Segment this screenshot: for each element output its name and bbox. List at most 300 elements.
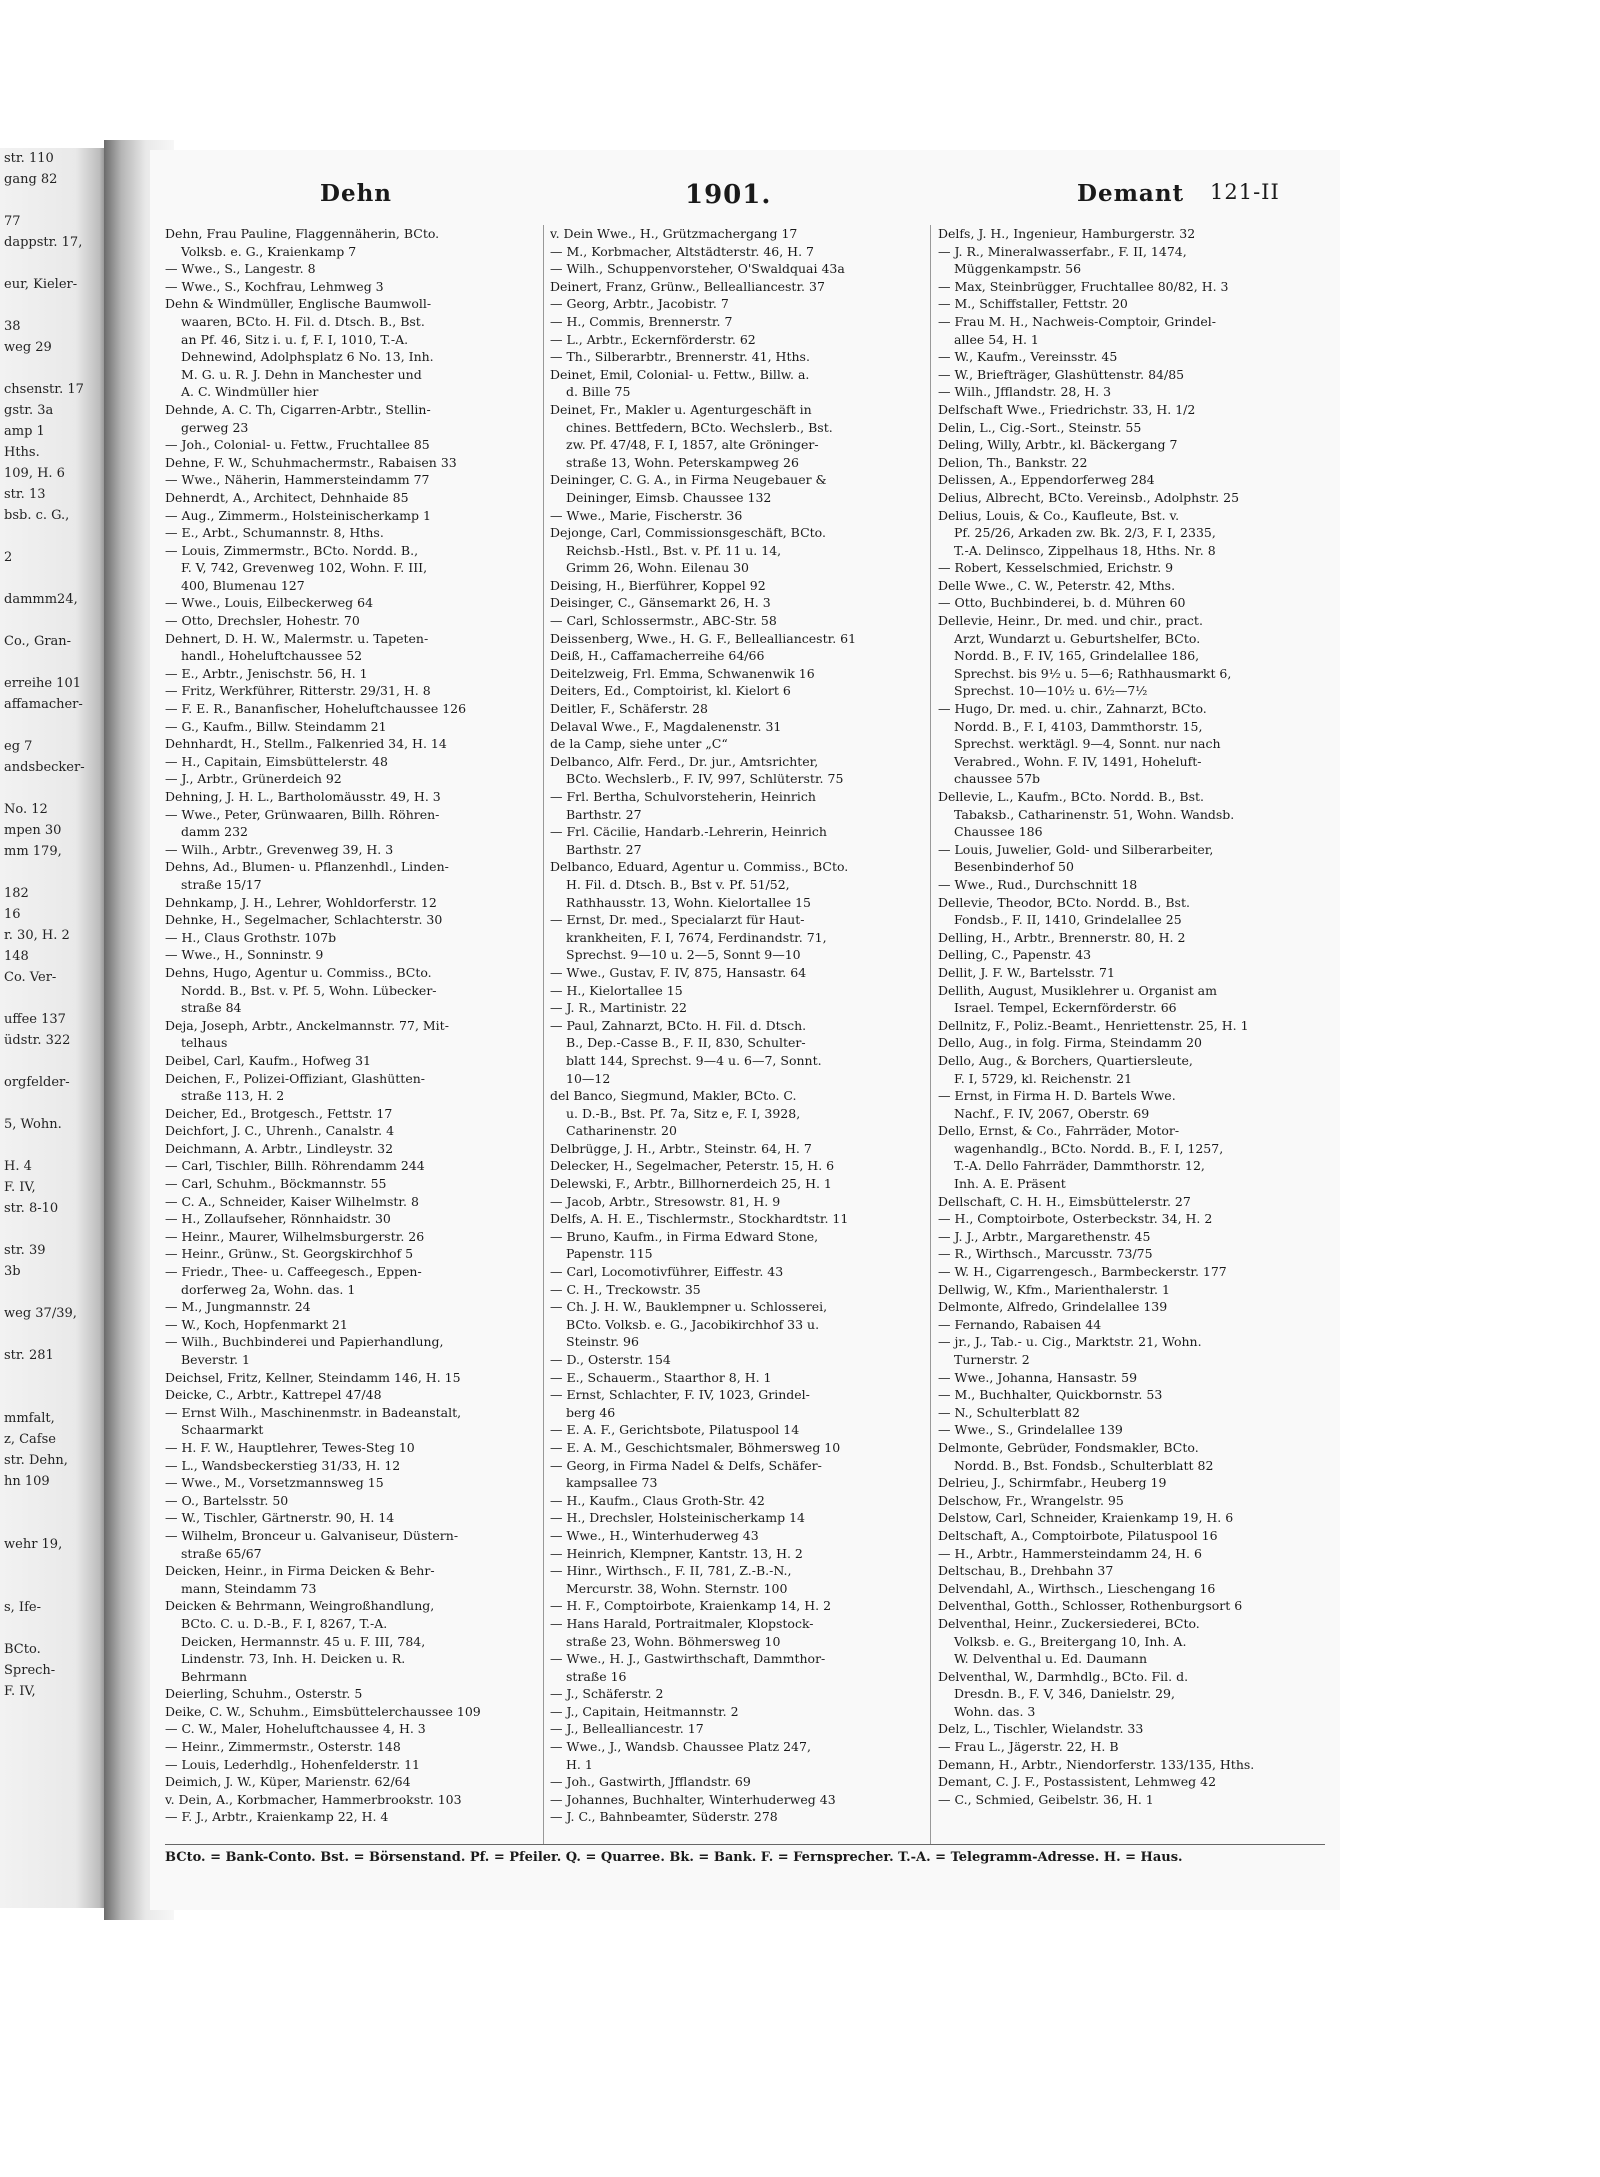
directory-entry: Deichen, F., Polizei-Offiziant, Glashütten- xyxy=(165,1070,425,1086)
directory-entry: Deinert, Franz, Grünw., Bellealliancestr. 37 xyxy=(550,278,825,294)
left-page-line: Co. Ver- xyxy=(4,970,57,985)
entry-continuation: straße 113, H. 2 xyxy=(181,1088,285,1104)
directory-entry: — H., Arbtr., Hammersteindamm 24, H. 6 xyxy=(938,1545,1202,1561)
header-last-entry: Demant xyxy=(1077,180,1185,207)
left-page-line: weg 37/39, xyxy=(4,1306,77,1321)
left-page-line: s, Ife- xyxy=(4,1600,41,1615)
directory-entry: — Jacob, Arbtr., Stresowstr. 81, H. 9 xyxy=(550,1193,781,1209)
entry-continuation: Turnerstr. 2 xyxy=(954,1352,1030,1367)
directory-entry: Dellevie, L., Kaufm., BCto. Nordd. B., Bst. xyxy=(938,789,1205,804)
entry-continuation: Nordd. B., F. I, 4103, Dammthorstr. 15, xyxy=(954,718,1203,734)
directory-entry: Deissenberg, Wwe., H. G. F., Bellealliancestr. 61 xyxy=(550,630,857,646)
entry-continuation: Wohn. das. 3 xyxy=(954,1703,1036,1719)
entry-continuation: straße 65/67 xyxy=(181,1545,262,1561)
directory-entry: — E. A. F., Gerichtsbote, Pilatuspool 14 xyxy=(550,1422,800,1438)
entry-continuation: Müggenkampstr. 56 xyxy=(954,261,1082,277)
directory-entry: — Bruno, Kaufm., in Firma Edward Stone, xyxy=(550,1228,819,1244)
directory-entry: — J. R., Martinistr. 22 xyxy=(550,1000,687,1016)
directory-entry: — Wwe., M., Vorsetzmannsweg 15 xyxy=(165,1475,384,1491)
left-page-line: 109, H. 6 xyxy=(4,466,65,481)
directory-entry: — W. H., Cigarrengesch., Barmbeckerstr. 177 xyxy=(938,1264,1227,1280)
directory-entry: — D., Osterstr. 154 xyxy=(550,1352,671,1367)
directory-entry: — Wwe., H., Winterhuderweg 43 xyxy=(550,1527,759,1543)
directory-entry: — Ernst Wilh., Maschinenmstr. in Badeanstalt, xyxy=(165,1404,462,1420)
header-year: 1901. xyxy=(685,180,772,210)
left-page-line: str. 110 xyxy=(4,151,54,166)
left-page-line: 182 xyxy=(4,886,29,901)
directory-entry: — Wilh., Schuppenvorsteher, O'Swaldquai 43a xyxy=(550,261,845,277)
directory-entry: Dello, Aug., & Borchers, Quartiersleute, xyxy=(938,1052,1193,1068)
directory-entry: Dellevie, Theodor, BCto. Nordd. B., Bst. xyxy=(938,894,1190,910)
directory-entry: — Carl, Locomotivführer, Eiffestr. 43 xyxy=(550,1264,784,1280)
entry-continuation: Papenstr. 115 xyxy=(566,1246,653,1262)
entry-continuation: Chaussee 186 xyxy=(954,824,1043,840)
entry-continuation: wagenhandlg., BCto. Nordd. B., F. I, 1257, xyxy=(954,1140,1224,1156)
entry-continuation: Behrmann xyxy=(181,1668,248,1684)
left-page-line: mmfalt, xyxy=(4,1411,55,1426)
directory-entry: — H. F., Comptoirbote, Kraienkamp 14, H. 2 xyxy=(550,1598,832,1614)
entry-continuation: BCto. C. u. D.-B., F. I, 8267, T.-A. xyxy=(181,1615,388,1631)
entry-continuation: Volksb. e. G., Kraienkamp 7 xyxy=(181,243,357,259)
directory-entry: Deininger, C. G. A., in Firma Neugebauer & xyxy=(550,472,827,488)
entry-continuation: krankheiten, F. I, 7674, Ferdinandstr. 71, xyxy=(566,929,827,945)
entry-continuation: Nordd. B., F. IV, 165, Grindelallee 186, xyxy=(954,648,1200,664)
entry-continuation: Barthstr. 27 xyxy=(566,841,642,857)
entry-continuation: Sprechst. werktägl. 9—4, Sonnt. nur nach xyxy=(954,736,1221,752)
directory-entry: — C. W., Maler, Hoheluftchaussee 4, H. 3 xyxy=(165,1721,426,1737)
directory-entry: Dehn, Frau Pauline, Flaggennäherin, BCto. xyxy=(165,226,440,241)
directory-entry: Delbanco, Alfr. Ferd., Dr. jur., Amtsrichter, xyxy=(550,753,819,769)
directory-entry: — Wwe., Näherin, Hammersteindamm 77 xyxy=(165,472,430,488)
entry-continuation: straße 23, Wohn. Böhmersweg 10 xyxy=(566,1633,781,1649)
entry-continuation: T.-A. Dello Fahrräder, Dammthorstr. 12, xyxy=(954,1158,1205,1174)
directory-entry: — H., Drechsler, Holsteinischerkamp 14 xyxy=(550,1510,806,1526)
left-page-line: amp 1 xyxy=(4,424,45,439)
directory-entry: Delstow, Carl, Schneider, Kraienkamp 19, H. 6 xyxy=(938,1510,1234,1526)
column-divider xyxy=(930,225,931,1845)
entry-continuation: Lindenstr. 73, Inh. H. Deicken u. R. xyxy=(181,1651,406,1667)
directory-entry: — C., Schmied, Geibelstr. 36, H. 1 xyxy=(938,1791,1154,1807)
directory-entry: — Heinrich, Klempner, Kantstr. 13, H. 2 xyxy=(550,1545,803,1561)
directory-entry: — H., Kaufm., Claus Groth-Str. 42 xyxy=(550,1492,765,1508)
entry-continuation: damm 232 xyxy=(181,824,248,840)
directory-entry: Deicher, Ed., Brotgesch., Fettstr. 17 xyxy=(165,1105,393,1121)
directory-entry: — Heinr., Maurer, Wilhelmsburgerstr. 26 xyxy=(165,1228,425,1244)
left-page-line: 38 xyxy=(4,319,21,334)
entry-continuation: F. I, 5729, kl. Reichenstr. 21 xyxy=(954,1070,1133,1086)
directory-entry: — H. F. W., Hauptlehrer, Tewes-Steg 10 xyxy=(165,1439,415,1455)
directory-entry: Delfs, J. H., Ingenieur, Hamburgerstr. 32 xyxy=(938,226,1196,241)
left-page-line: 77 xyxy=(4,214,21,229)
directory-entry: Delventhal, Gotth., Schlosser, Rothenburgsort 6 xyxy=(938,1598,1243,1614)
directory-column-3 xyxy=(938,225,1313,1808)
entry-continuation: Sprechst. 9—10 u. 2—5, Sonnt 9—10 xyxy=(566,947,801,963)
entry-continuation: Grimm 26, Wohn. Eilenau 30 xyxy=(566,560,750,576)
directory-entry: Dello, Ernst, & Co., Fahrräder, Motor- xyxy=(938,1123,1180,1139)
directory-entry: — Louis, Juwelier, Gold- und Silberarbeiter, xyxy=(938,841,1214,857)
directory-entry: Dejonge, Carl, Commissionsgeschäft, BCto. xyxy=(550,525,826,541)
entry-continuation: Sprechst. 10—10½ u. 6½—7½ xyxy=(954,683,1148,699)
entry-continuation: Fondsb., F. II, 1410, Grindelallee 25 xyxy=(954,912,1182,928)
directory-column-1 xyxy=(165,225,540,1826)
left-page-line: No. 12 xyxy=(4,802,48,817)
entry-continuation: straße 16 xyxy=(566,1668,627,1684)
left-page-line: Hths. xyxy=(4,445,40,460)
directory-entry: Dehning, J. H. L., Bartholomäusstr. 49, H. 3 xyxy=(165,789,441,804)
left-page-line: affamacher- xyxy=(4,697,83,712)
directory-entry: — Wwe., J., Wandsb. Chaussee Platz 247, xyxy=(550,1739,811,1755)
directory-entry: — Aug., Zimmerm., Holsteinischerkamp 1 xyxy=(165,507,431,523)
directory-entry: — F. E. R., Bananfischer, Hoheluftchaussee 126 xyxy=(165,701,467,717)
directory-entry: — Frau L., Jägerstr. 22, H. B xyxy=(938,1739,1119,1755)
left-page-line: str. 8-10 xyxy=(4,1201,59,1216)
entry-continuation: Schaarmarkt xyxy=(181,1422,264,1438)
page-number: 121-II xyxy=(1210,180,1280,204)
directory-entry: — O., Bartelsstr. 50 xyxy=(165,1492,289,1508)
directory-entry: — H., Comptoirbote, Osterbeckstr. 34, H. 2 xyxy=(938,1211,1213,1227)
entry-continuation: gerweg 23 xyxy=(181,419,249,435)
left-page-line: dammm24, xyxy=(4,592,78,607)
directory-entry: v. Dein Wwe., H., Grützmachergang 17 xyxy=(550,226,798,241)
left-page-line: hn 109 xyxy=(4,1474,50,1489)
directory-entry: — E., Arbtr., Jenischstr. 56, H. 1 xyxy=(165,665,368,681)
directory-entry: — Otto, Drechsler, Hohestr. 70 xyxy=(165,613,360,629)
left-page-line: erreihe 101 xyxy=(4,676,81,691)
directory-entry: — M., Jungmannstr. 24 xyxy=(165,1299,311,1315)
directory-entry: — Georg, in Firma Nadel & Delfs, Schäfer- xyxy=(550,1457,822,1473)
directory-entry: — M., Schiffstaller, Fettstr. 20 xyxy=(938,296,1128,312)
directory-entry: — W., Tischler, Gärtnerstr. 90, H. 14 xyxy=(165,1510,395,1526)
entry-continuation: berg 46 xyxy=(566,1404,616,1420)
left-page-line: 3b xyxy=(4,1264,21,1279)
left-page-line: weg 29 xyxy=(4,340,52,355)
directory-entry: Delmonte, Gebrüder, Fondsmakler, BCto. xyxy=(938,1439,1199,1455)
directory-entry: — Fernando, Rabaisen 44 xyxy=(938,1316,1102,1332)
left-page-fragment xyxy=(0,148,108,1908)
directory-entry: Dehnhardt, H., Stellm., Falkenried 34, H. 14 xyxy=(165,736,447,752)
entry-continuation: Dehnewind, Adolphsplatz 6 No. 13, Inh. xyxy=(181,349,434,365)
entry-continuation: kampsallee 73 xyxy=(566,1475,658,1491)
entry-continuation: telhaus xyxy=(181,1035,228,1051)
directory-entry: del Banco, Siegmund, Makler, BCto. C. xyxy=(550,1088,797,1104)
directory-entry: — Wwe., Louis, Eilbeckerweg 64 xyxy=(165,595,374,611)
directory-column-2 xyxy=(550,225,925,1826)
directory-entry: — Wwe., Johanna, Hansastr. 59 xyxy=(938,1369,1138,1385)
entry-continuation: Deininger, Eimsb. Chaussee 132 xyxy=(566,489,772,505)
entry-continuation: F. V, 742, Grevenweg 102, Wohn. F. III, xyxy=(181,560,428,576)
left-page-line: eur, Kieler- xyxy=(4,277,78,292)
directory-entry: Dellit, J. F. W., Bartelsstr. 71 xyxy=(938,964,1115,980)
entry-continuation: 400, Blumenau 127 xyxy=(181,577,305,593)
left-page-line: r. 30, H. 2 xyxy=(4,928,70,943)
entry-continuation: H. Fil. d. Dtsch. B., Bst v. Pf. 51/52, xyxy=(566,876,790,892)
left-page-line: bsb. c. G., xyxy=(4,508,70,523)
directory-entry: Dellnitz, F., Poliz.-Beamt., Henriettenstr. 25, H. 1 xyxy=(938,1017,1249,1033)
directory-entry: Delius, Albrecht, BCto. Vereinsb., Adolphstr. 25 xyxy=(938,489,1240,505)
entry-continuation: Besenbinderhof 50 xyxy=(954,859,1074,875)
directory-page xyxy=(150,150,1340,1910)
directory-entry: Deicken & Behrmann, Weingroßhandlung, xyxy=(165,1598,435,1614)
directory-entry: Deichsel, Fritz, Kellner, Steindamm 146, H. 15 xyxy=(165,1369,461,1385)
left-page-line: str. Dehn, xyxy=(4,1453,68,1468)
abbreviation-legend: BCto. = Bank-Conto. Bst. = Börsenstand. Pf. = Pfeiler. Q. = Quarree. Bk. = Bank. F. = Fernsprecher. T.-A. = Telegramm-Adresse. H. = Haus. xyxy=(165,1850,1183,1865)
directory-entry: — F. J., Arbtr., Kraienkamp 22, H. 4 xyxy=(165,1809,389,1825)
directory-entry: Dehnkamp, J. H., Lehrer, Wohldorferstr. 12 xyxy=(165,894,437,910)
entry-continuation: straße 84 xyxy=(181,1000,242,1016)
entry-continuation: Nordd. B., Bst. v. Pf. 5, Wohn. Lübecker- xyxy=(181,982,437,998)
entry-continuation: Nordd. B., Bst. Fondsb., Schulterblatt 82 xyxy=(954,1457,1214,1473)
directory-entry: Delling, H., Arbtr., Brennerstr. 80, H. 2 xyxy=(938,929,1186,945)
directory-entry: de la Camp, siehe unter „C“ xyxy=(550,736,728,752)
directory-entry: — H., Commis, Brennerstr. 7 xyxy=(550,313,733,329)
directory-entry: — Wwe., Marie, Fischerstr. 36 xyxy=(550,507,743,523)
directory-entry: — J. C., Bahnbeamter, Süderstr. 278 xyxy=(550,1809,778,1825)
left-page-line: mpen 30 xyxy=(4,823,62,838)
entry-continuation: W. Delventhal u. Ed. Daumann xyxy=(954,1651,1148,1667)
directory-entry: Delbanco, Eduard, Agentur u. Commiss., BCto. xyxy=(550,859,849,875)
directory-entry: — Ernst, in Firma H. D. Bartels Wwe. xyxy=(938,1088,1176,1104)
directory-entry: Delion, Th., Bankstr. 22 xyxy=(938,454,1088,470)
entry-continuation: blatt 144, Sprechst. 9—4 u. 6—7, Sonnt. xyxy=(566,1052,822,1068)
directory-entry: Demant, C. J. F., Postassistent, Lehmweg 42 xyxy=(938,1774,1217,1790)
left-page-line: eg 7 xyxy=(4,739,33,754)
directory-entry: Deisinger, C., Gänsemarkt 26, H. 3 xyxy=(550,595,771,611)
entry-continuation: Inh. A. E. Präsent xyxy=(954,1176,1066,1192)
directory-entry: — Wwe., Gustav, F. IV, 875, Hansastr. 64 xyxy=(550,964,807,980)
entry-continuation: chines. Bettfedern, BCto. Wechslerb., Bst. xyxy=(566,419,833,435)
left-page-line: uffee 137 xyxy=(4,1012,66,1027)
directory-entry: — E., Schauerm., Staarthor 8, H. 1 xyxy=(550,1369,772,1385)
left-page-line: 16 xyxy=(4,907,21,922)
directory-entry: — R., Wirthsch., Marcusstr. 73/75 xyxy=(938,1246,1153,1262)
directory-entry: — Georg, Arbtr., Jacobistr. 7 xyxy=(550,296,729,312)
directory-entry: Demann, H., Arbtr., Niendorferstr. 133/135, Hths. xyxy=(938,1756,1255,1772)
directory-entry: — Frl. Cäcilie, Handarb.-Lehrerin, Heinrich xyxy=(550,824,827,840)
directory-entry: — M., Korbmacher, Altstädterstr. 46, H. 7 xyxy=(550,243,814,259)
entry-continuation: Pf. 25/26, Arkaden zw. Bk. 2/3, F. I, 2335, xyxy=(954,525,1216,541)
directory-entry: Deichmann, A. Arbtr., Lindleystr. 32 xyxy=(165,1140,394,1156)
entry-continuation: 10—12 xyxy=(566,1070,611,1086)
directory-entry: — Frau M. H., Nachweis-Comptoir, Grindel- xyxy=(938,313,1217,329)
directory-entry: — Ch. J. H. W., Bauklempner u. Schlosserei, xyxy=(550,1299,828,1315)
left-page-line: str. 13 xyxy=(4,487,46,502)
directory-entry: — H., Zollaufseher, Rönnhaidstr. 30 xyxy=(165,1211,391,1227)
entry-continuation: Sprechst. bis 9½ u. 5—6; Rathhausmarkt 6, xyxy=(954,665,1232,681)
directory-entry: Delewski, F., Arbtr., Billhornerdeich 25, H. 1 xyxy=(550,1176,832,1192)
left-page-line: chsenstr. 17 xyxy=(4,382,84,397)
left-page-line: F. IV, xyxy=(4,1684,36,1699)
directory-entry: Deinet, Emil, Colonial- u. Fettw., Billw. a. xyxy=(550,366,810,382)
directory-entry: — Joh., Colonial- u. Fettw., Fruchtallee 85 xyxy=(165,437,430,453)
directory-entry: Deiters, Ed., Comptoirist, kl. Kielort 6 xyxy=(550,683,791,699)
directory-entry: — Wwe., S., Kochfrau, Lehmweg 3 xyxy=(165,278,384,294)
directory-entry: Dehn & Windmüller, Englische Baumwoll- xyxy=(165,296,432,312)
directory-entry: — W., Briefträger, Glashüttenstr. 84/85 xyxy=(938,366,1185,382)
directory-entry: — J. R., Mineralwasserfabr., F. II, 1474, xyxy=(938,243,1187,259)
directory-entry: — J., Arbtr., Grünerdeich 92 xyxy=(165,771,342,787)
left-page-line: dappstr. 17, xyxy=(4,235,83,250)
directory-entry: — N., Schulterblatt 82 xyxy=(938,1404,1080,1420)
directory-entry: — W., Koch, Hopfenmarkt 21 xyxy=(165,1316,348,1332)
footer-rule xyxy=(165,1844,1325,1845)
left-page-line: F. IV, xyxy=(4,1180,36,1195)
entry-continuation: d. Bille 75 xyxy=(566,384,631,400)
directory-entry: Delmonte, Alfredo, Grindelallee 139 xyxy=(938,1299,1168,1315)
directory-entry: Deicke, C., Arbtr., Kattrepel 47/48 xyxy=(165,1387,382,1403)
directory-entry: — Friedr., Thee- u. Caffeegesch., Eppen- xyxy=(165,1264,422,1280)
running-header xyxy=(150,180,1340,220)
entry-continuation: Reichsb.-Hstl., Bst. v. Pf. 11 u. 14, xyxy=(566,542,782,558)
directory-entry: Delrieu, J., Schirmfabr., Heuberg 19 xyxy=(938,1475,1167,1491)
directory-entry: — J. J., Arbtr., Margarethenstr. 45 xyxy=(938,1228,1151,1244)
entry-continuation: dorferweg 2a, Wohn. das. 1 xyxy=(181,1281,356,1297)
left-page-line: 148 xyxy=(4,949,29,964)
directory-entry: — Ernst, Schlachter, F. IV, 1023, Grindel- xyxy=(550,1387,810,1403)
left-page-line: andsbecker- xyxy=(4,760,85,775)
directory-entry: — Hans Harald, Portraitmaler, Klopstock- xyxy=(550,1615,814,1631)
directory-entry: v. Dein, A., Korbmacher, Hammerbrookstr. 103 xyxy=(165,1791,462,1807)
entry-continuation: an Pf. 46, Sitz i. u. f, F. I, 1010, T.-A. xyxy=(181,331,409,347)
entry-continuation: Barthstr. 27 xyxy=(566,806,642,822)
directory-entry: Delling, C., Papenstr. 43 xyxy=(938,947,1092,963)
directory-entry: Deinet, Fr., Makler u. Agenturgeschäft in xyxy=(550,401,812,417)
directory-entry: Deling, Willy, Arbtr., kl. Bäckergang 7 xyxy=(938,437,1178,453)
directory-entry: Delz, L., Tischler, Wielandstr. 33 xyxy=(938,1721,1144,1737)
directory-entry: — Wwe., S., Langestr. 8 xyxy=(165,261,316,277)
directory-entry: — Frl. Bertha, Schulvorsteherin, Heinrich xyxy=(550,789,816,804)
directory-entry: — Wwe., S., Grindelallee 139 xyxy=(938,1422,1123,1438)
directory-entry: Deike, C. W., Schuhm., Eimsbüttelerchaussee 109 xyxy=(165,1703,481,1719)
directory-entry: Delius, Louis, & Co., Kaufleute, Bst. v. xyxy=(938,507,1180,523)
directory-entry: Dellevie, Heinr., Dr. med. und chir., pract. xyxy=(938,613,1203,629)
directory-entry: — Wwe., Peter, Grünwaaren, Billh. Röhren- xyxy=(165,806,440,822)
left-page-line: orgfelder- xyxy=(4,1075,70,1090)
directory-entry: Deitelzweig, Frl. Emma, Schwanenwik 16 xyxy=(550,665,815,681)
entry-continuation: Israel. Tempel, Eckernförderstr. 66 xyxy=(954,1000,1177,1016)
directory-entry: Deiß, H., Caffamacherreihe 64/66 xyxy=(550,648,765,664)
directory-entry: Deltschaft, A., Comptoirbote, Pilatuspool 16 xyxy=(938,1527,1218,1543)
directory-entry: — Th., Silberarbtr., Brennerstr. 41, Hths. xyxy=(550,349,810,365)
entry-continuation: A. C. Windmüller hier xyxy=(181,384,319,400)
directory-entry: — Wwe., H. J., Gastwirthschaft, Dammthor- xyxy=(550,1651,826,1667)
directory-entry: Deitler, F., Schäferstr. 28 xyxy=(550,701,708,717)
directory-entry: — jr., J., Tab.- u. Cig., Marktstr. 21, Wohn. xyxy=(938,1334,1202,1350)
directory-entry: — H., Capitain, Eimsbüttelerstr. 48 xyxy=(165,753,388,769)
directory-entry: — G., Kaufm., Billw. Steindamm 21 xyxy=(165,718,387,734)
directory-entry: Dellschaft, C. H. H., Eimsbüttelerstr. 27 xyxy=(938,1193,1191,1209)
entry-continuation: Nachf., F. IV, 2067, Oberstr. 69 xyxy=(954,1105,1150,1121)
directory-entry: — Otto, Buchbinderei, b. d. Mühren 60 xyxy=(938,595,1186,611)
entry-continuation: BCto. Volksb. e. G., Jacobikirchhof 33 u. xyxy=(566,1316,820,1332)
directory-entry: — Wilh., Buchbinderei und Papierhandlung, xyxy=(165,1334,444,1350)
directory-entry: Dehns, Hugo, Agentur u. Commiss., BCto. xyxy=(165,964,432,980)
directory-entry: Deltschau, B., Drehbahn 37 xyxy=(938,1563,1114,1579)
directory-entry: — Carl, Schuhm., Böckmannstr. 55 xyxy=(165,1176,387,1192)
directory-entry: — L., Arbtr., Eckernförderstr. 62 xyxy=(550,331,756,347)
directory-entry: — Joh., Gastwirth, Jfflandstr. 69 xyxy=(550,1774,751,1790)
directory-entry: Deibel, Carl, Kaufm., Hofweg 31 xyxy=(165,1052,371,1068)
entry-continuation: BCto. Wechslerb., F. IV, 997, Schlüterstr. 75 xyxy=(566,771,844,787)
entry-continuation: B., Dep.-Casse B., F. II, 830, Schulter- xyxy=(566,1035,806,1051)
directory-entry: Delaval Wwe., F., Magdalenenstr. 31 xyxy=(550,718,782,734)
entry-continuation: Deicken, Hermannstr. 45 u. F. III, 784, xyxy=(181,1633,426,1649)
directory-entry: — Wilh., Jfflandstr. 28, H. 3 xyxy=(938,384,1112,400)
directory-entry: Deichfort, J. C., Uhrenh., Canalstr. 4 xyxy=(165,1123,395,1139)
left-page-line: üdstr. 322 xyxy=(4,1033,71,1048)
directory-entry: Deising, H., Bierführer, Koppel 92 xyxy=(550,577,766,593)
directory-entry: — E. A. M., Geschichtsmaler, Böhmersweg 10 xyxy=(550,1439,841,1455)
directory-entry: Delbrügge, J. H., Arbtr., Steinstr. 64, H. 7 xyxy=(550,1140,812,1156)
directory-entry: Delfschaft Wwe., Friedrichstr. 33, H. 1/2 xyxy=(938,401,1196,417)
directory-entry: — E., Arbt., Schumannstr. 8, Hths. xyxy=(165,525,384,541)
directory-entry: — Robert, Kesselschmied, Erichstr. 9 xyxy=(938,560,1174,576)
directory-entry: — J., Schäferstr. 2 xyxy=(550,1686,664,1702)
left-page-line: mm 179, xyxy=(4,844,62,859)
left-page-line: BCto. xyxy=(4,1642,41,1657)
directory-entry: — Carl, Schlossermstr., ABC-Str. 58 xyxy=(550,613,777,629)
directory-entry: Delle Wwe., C. W., Peterstr. 42, Mths. xyxy=(938,577,1176,593)
directory-entry: Dehnert, D. H. W., Malermstr. u. Tapeten- xyxy=(165,630,429,646)
header-first-entry: Dehn xyxy=(320,180,393,207)
directory-entry: — Louis, Zimmermstr., BCto. Nordd. B., xyxy=(165,542,419,558)
entry-continuation: straße 13, Wohn. Peterskampweg 26 xyxy=(566,454,799,470)
directory-entry: — Wwe., H., Sonninstr. 9 xyxy=(165,947,324,963)
entry-continuation: zw. Pf. 47/48, F. I, 1857, alte Gröninger- xyxy=(566,437,819,453)
left-page-line: str. 39 xyxy=(4,1243,46,1258)
left-page-line: gang 82 xyxy=(4,172,58,187)
directory-entry: — M., Buchhalter, Quickbornstr. 53 xyxy=(938,1387,1163,1403)
directory-entry: Deicken, Heinr., in Firma Deicken & Behr- xyxy=(165,1563,435,1579)
directory-entry: Dellith, August, Musiklehrer u. Organist am xyxy=(938,982,1217,998)
directory-entry: — C. A., Schneider, Kaiser Wilhelmstr. 8 xyxy=(165,1193,419,1209)
directory-entry: — Johannes, Buchhalter, Winterhuderweg 43 xyxy=(550,1791,836,1807)
left-page-line: str. 281 xyxy=(4,1348,54,1363)
entry-continuation: straße 15/17 xyxy=(181,876,262,892)
directory-entry: Delventhal, Heinr., Zuckersiederei, BCto. xyxy=(938,1615,1200,1631)
entry-continuation: allee 54, H. 1 xyxy=(954,331,1039,347)
directory-entry: — J., Bellealliancestr. 17 xyxy=(550,1721,704,1737)
entry-continuation: mann, Steindamm 73 xyxy=(181,1580,317,1596)
left-page-line: Co., Gran- xyxy=(4,634,72,649)
directory-entry: Delschow, Fr., Wrangelstr. 95 xyxy=(938,1492,1124,1508)
directory-entry: — Hugo, Dr. med. u. chir., Zahnarzt, BCto. xyxy=(938,701,1207,717)
directory-entry: Deierling, Schuhm., Osterstr. 5 xyxy=(165,1686,363,1702)
entry-continuation: Tabaksb., Catharinenstr. 51, Wohn. Wandsb. xyxy=(954,806,1235,822)
left-page-line: Sprech- xyxy=(4,1663,56,1678)
directory-entry: Delventhal, W., Darmhdlg., BCto. Fil. d. xyxy=(938,1668,1189,1684)
directory-entry: — Wilh., Arbtr., Grevenweg 39, H. 3 xyxy=(165,841,394,857)
directory-entry: — Ernst, Dr. med., Specialarzt für Haut- xyxy=(550,912,805,928)
entry-continuation: Catharinenstr. 20 xyxy=(566,1123,677,1139)
entry-continuation: Steinstr. 96 xyxy=(566,1334,639,1350)
entry-continuation: Volksb. e. G., Breitergang 10, Inh. A. xyxy=(954,1633,1187,1649)
directory-entry: — Carl, Tischler, Billh. Röhrendamm 244 xyxy=(165,1158,425,1174)
left-page-line: H. 4 xyxy=(4,1159,32,1174)
left-page-line: gstr. 3a xyxy=(4,403,54,418)
entry-continuation: T.-A. Delinsco, Zippelhaus 18, Hths. Nr. 8 xyxy=(954,542,1216,558)
directory-entry: — Paul, Zahnarzt, BCto. H. Fil. d. Dtsch. xyxy=(550,1017,807,1033)
directory-entry: — H., Kielortallee 15 xyxy=(550,982,683,998)
directory-entry: — Heinr., Grünw., St. Georgskirchhof 5 xyxy=(165,1246,414,1262)
entry-continuation: Arzt, Wundarzt u. Geburtshelfer, BCto. xyxy=(954,630,1201,646)
left-page-line: z, Cafse xyxy=(4,1432,56,1447)
directory-entry: Deimich, J. W., Küper, Marienstr. 62/64 xyxy=(165,1774,411,1790)
column-divider xyxy=(543,225,544,1845)
directory-entry: Delissen, A., Eppendorferweg 284 xyxy=(938,472,1155,488)
directory-entry: Dellwig, W., Kfm., Marienthalerstr. 1 xyxy=(938,1281,1170,1297)
entry-continuation: Dresdn. B., F. V, 346, Danielstr. 29, xyxy=(954,1686,1175,1702)
left-page-line: 5, Wohn. xyxy=(4,1117,62,1132)
